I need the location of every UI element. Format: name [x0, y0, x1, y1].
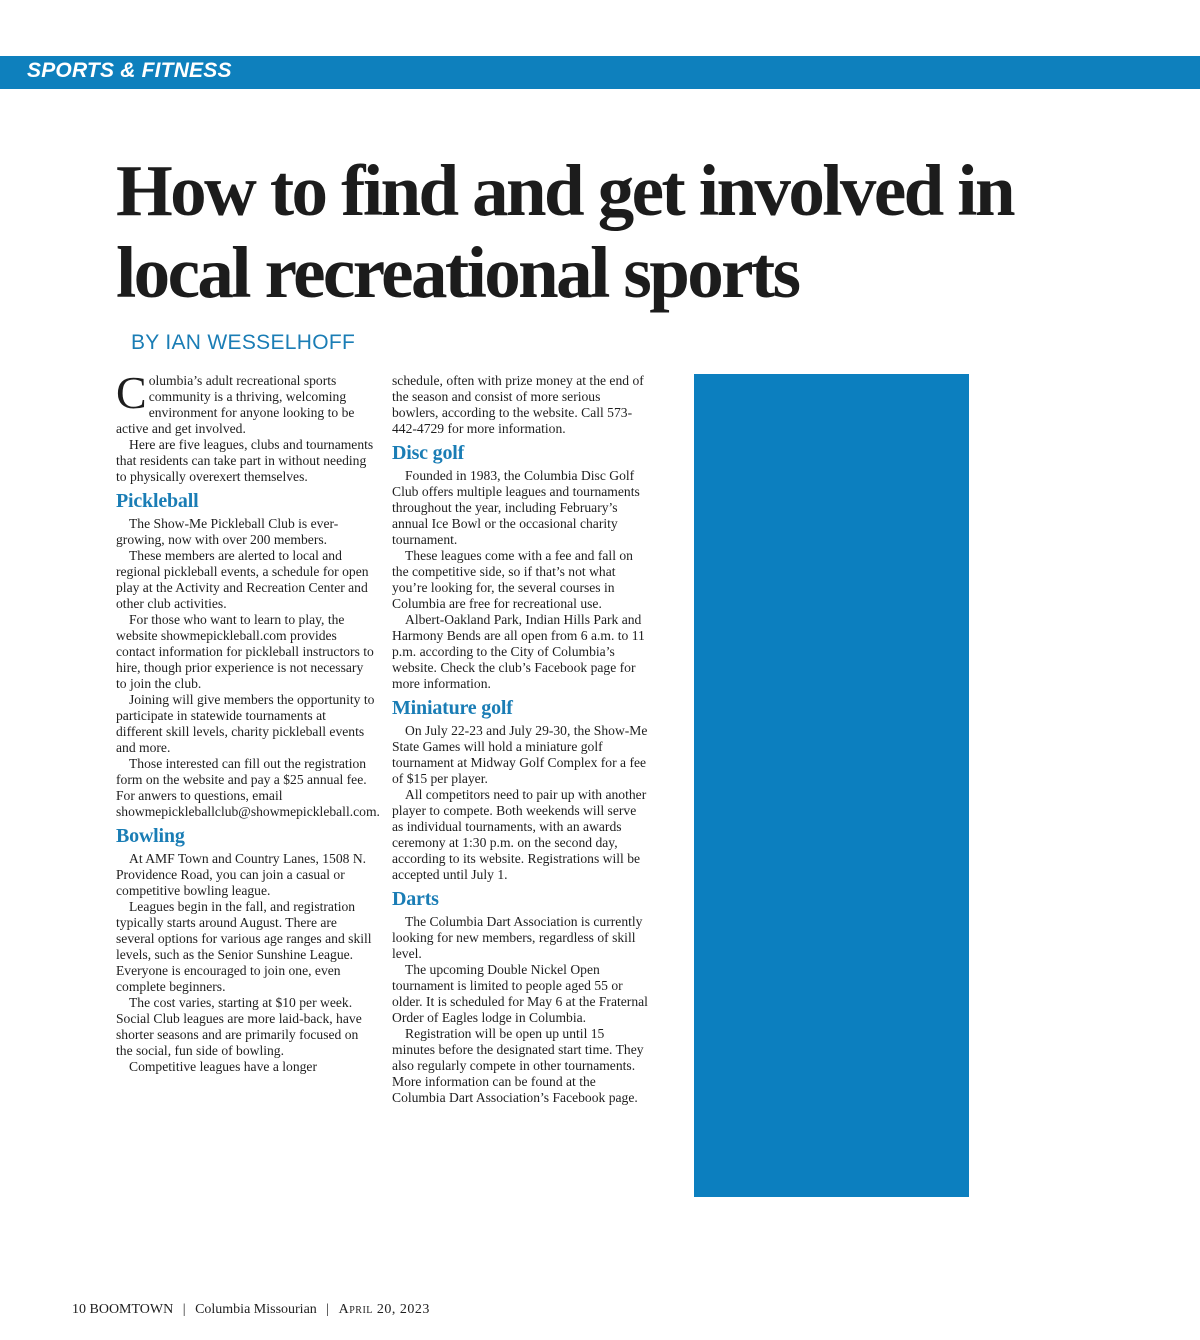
article-column-2: [392, 373, 650, 1106]
headline: How to find and get involved in local recreational sports: [116, 150, 1013, 313]
pickleball-paragraph: The Show-Me Pickleball Club is ever-growing, now with over 200 members.: [116, 516, 339, 547]
disc-golf-paragraph: These leagues come with a fee and fall on the competitive side, so if that’s not what you’re looking for, the several courses in Columbia are free for recreational use.: [392, 548, 633, 611]
darts-paragraph: Registration will be open up until 15 minutes before the designated start time. They also regularly compete in other tournaments. More information can be found at the Columbia Dart Association’s Facebook page.: [392, 1026, 644, 1105]
footer-separator: |: [326, 1302, 330, 1317]
intro-paragraph-2: Here are five leagues, clubs and tournaments that residents can take part in without needing to physically overexert themselves.: [116, 437, 374, 484]
heading-disc-golf: Disc golf: [392, 442, 465, 464]
mini-golf-paragraph: On July 22-23 and July 29-30, the Show-Me State Games will hold a miniature golf tournament at Midway Golf Complex for a fee of $15 per player.: [392, 723, 648, 786]
intro-paragraph-1: Columbia’s adult recreational sports community is a thriving, welcoming environment for anyone looking to be active and get involved.: [116, 367, 355, 436]
issue-date: April 20, 2023: [338, 1302, 430, 1317]
drop-cap: C: [116, 367, 147, 418]
page-footer: [72, 1302, 430, 1318]
disc-golf-paragraph: Albert-Oakland Park, Indian Hills Park and Harmony Bends are all open from 6 a.m. to 11 p.m. according to the City of Columbia’s website. Check the club’s Facebook page for more information.: [392, 612, 645, 691]
bowling-paragraph: Competitive leagues have a longer: [129, 1059, 317, 1074]
pickleball-paragraph: Those interested can fill out the registration form on the website and pay a $25 annual fee. For anwers to questions, email showmepickleballclub@showmepickleball.com.: [116, 756, 380, 819]
newspaper-name: Columbia Missourian: [195, 1302, 317, 1317]
footer-separator: |: [182, 1302, 186, 1317]
heading-darts: Darts: [392, 888, 439, 910]
mini-golf-paragraph: All competitors need to pair up with another player to compete. Both weekends will serve as individual tournaments, with an awards ceremony at 1:30 p.m. on the second day, according to its website. Registrations will be accepted until July 1.: [392, 787, 647, 882]
article-column-1: [116, 367, 380, 1075]
page-number: 10: [72, 1302, 86, 1317]
heading-pickleball: Pickleball: [116, 490, 199, 512]
bowling-paragraph-continued: schedule, often with prize money at the end of the season and consist of more serious bowlers, according to the website. Call 573-442-4729 for more information.: [392, 373, 644, 436]
darts-paragraph: The upcoming Double Nickel Open tournament is limited to people aged 55 or older. It is scheduled for May 6 at the Fraternal Order of Eagles lodge in Columbia.: [392, 962, 648, 1025]
publication-name: BOOMTOWN: [89, 1302, 174, 1317]
section-banner: [0, 56, 1200, 89]
disc-golf-paragraph: Founded in 1983, the Columbia Disc Golf Club offers multiple leagues and tournaments throughout the year, including February’s annual Ice Bowl or the occasional charity tournament.: [392, 468, 640, 547]
bowling-paragraph: The cost varies, starting at $10 per week. Social Club leagues are more laid-back, have shorter seasons and are primarily focused on the social, fun side of bowling.: [116, 995, 362, 1058]
byline: BY IAN WESSELHOFF: [131, 331, 356, 354]
pickleball-paragraph: For those who want to learn to play, the website showmepickleball.com provides contact information for pickleball instructors to hire, though prior experience is not necessary to join the club.: [116, 612, 374, 691]
pickleball-paragraph: Joining will give members the opportunity to participate in statewide tournaments at different skill levels, charity pickleball events and more.: [116, 692, 375, 755]
darts-paragraph: The Columbia Dart Association is currently looking for new members, regardless of skill level.: [392, 914, 643, 961]
bowling-paragraph: At AMF Town and Country Lanes, 1508 N. Providence Road, you can join a casual or competitive bowling league.: [116, 851, 367, 898]
heading-bowling: Bowling: [116, 825, 185, 847]
pickleball-paragraph: These members are alerted to local and regional pickleball events, a schedule for open play at the Activity and Recreation Center and other club activities.: [116, 548, 369, 611]
advertisement-block: [694, 374, 969, 1197]
bowling-paragraph: Leagues begin in the fall, and registration typically starts around August. There are several options for various age ranges and skill levels, such as the Senior Sunshine League. Everyone is encouraged to join one, even complete beginners.: [116, 899, 372, 994]
section-label: SPORTS & FITNESS: [27, 59, 232, 82]
heading-miniature-golf: Miniature golf: [392, 697, 513, 719]
